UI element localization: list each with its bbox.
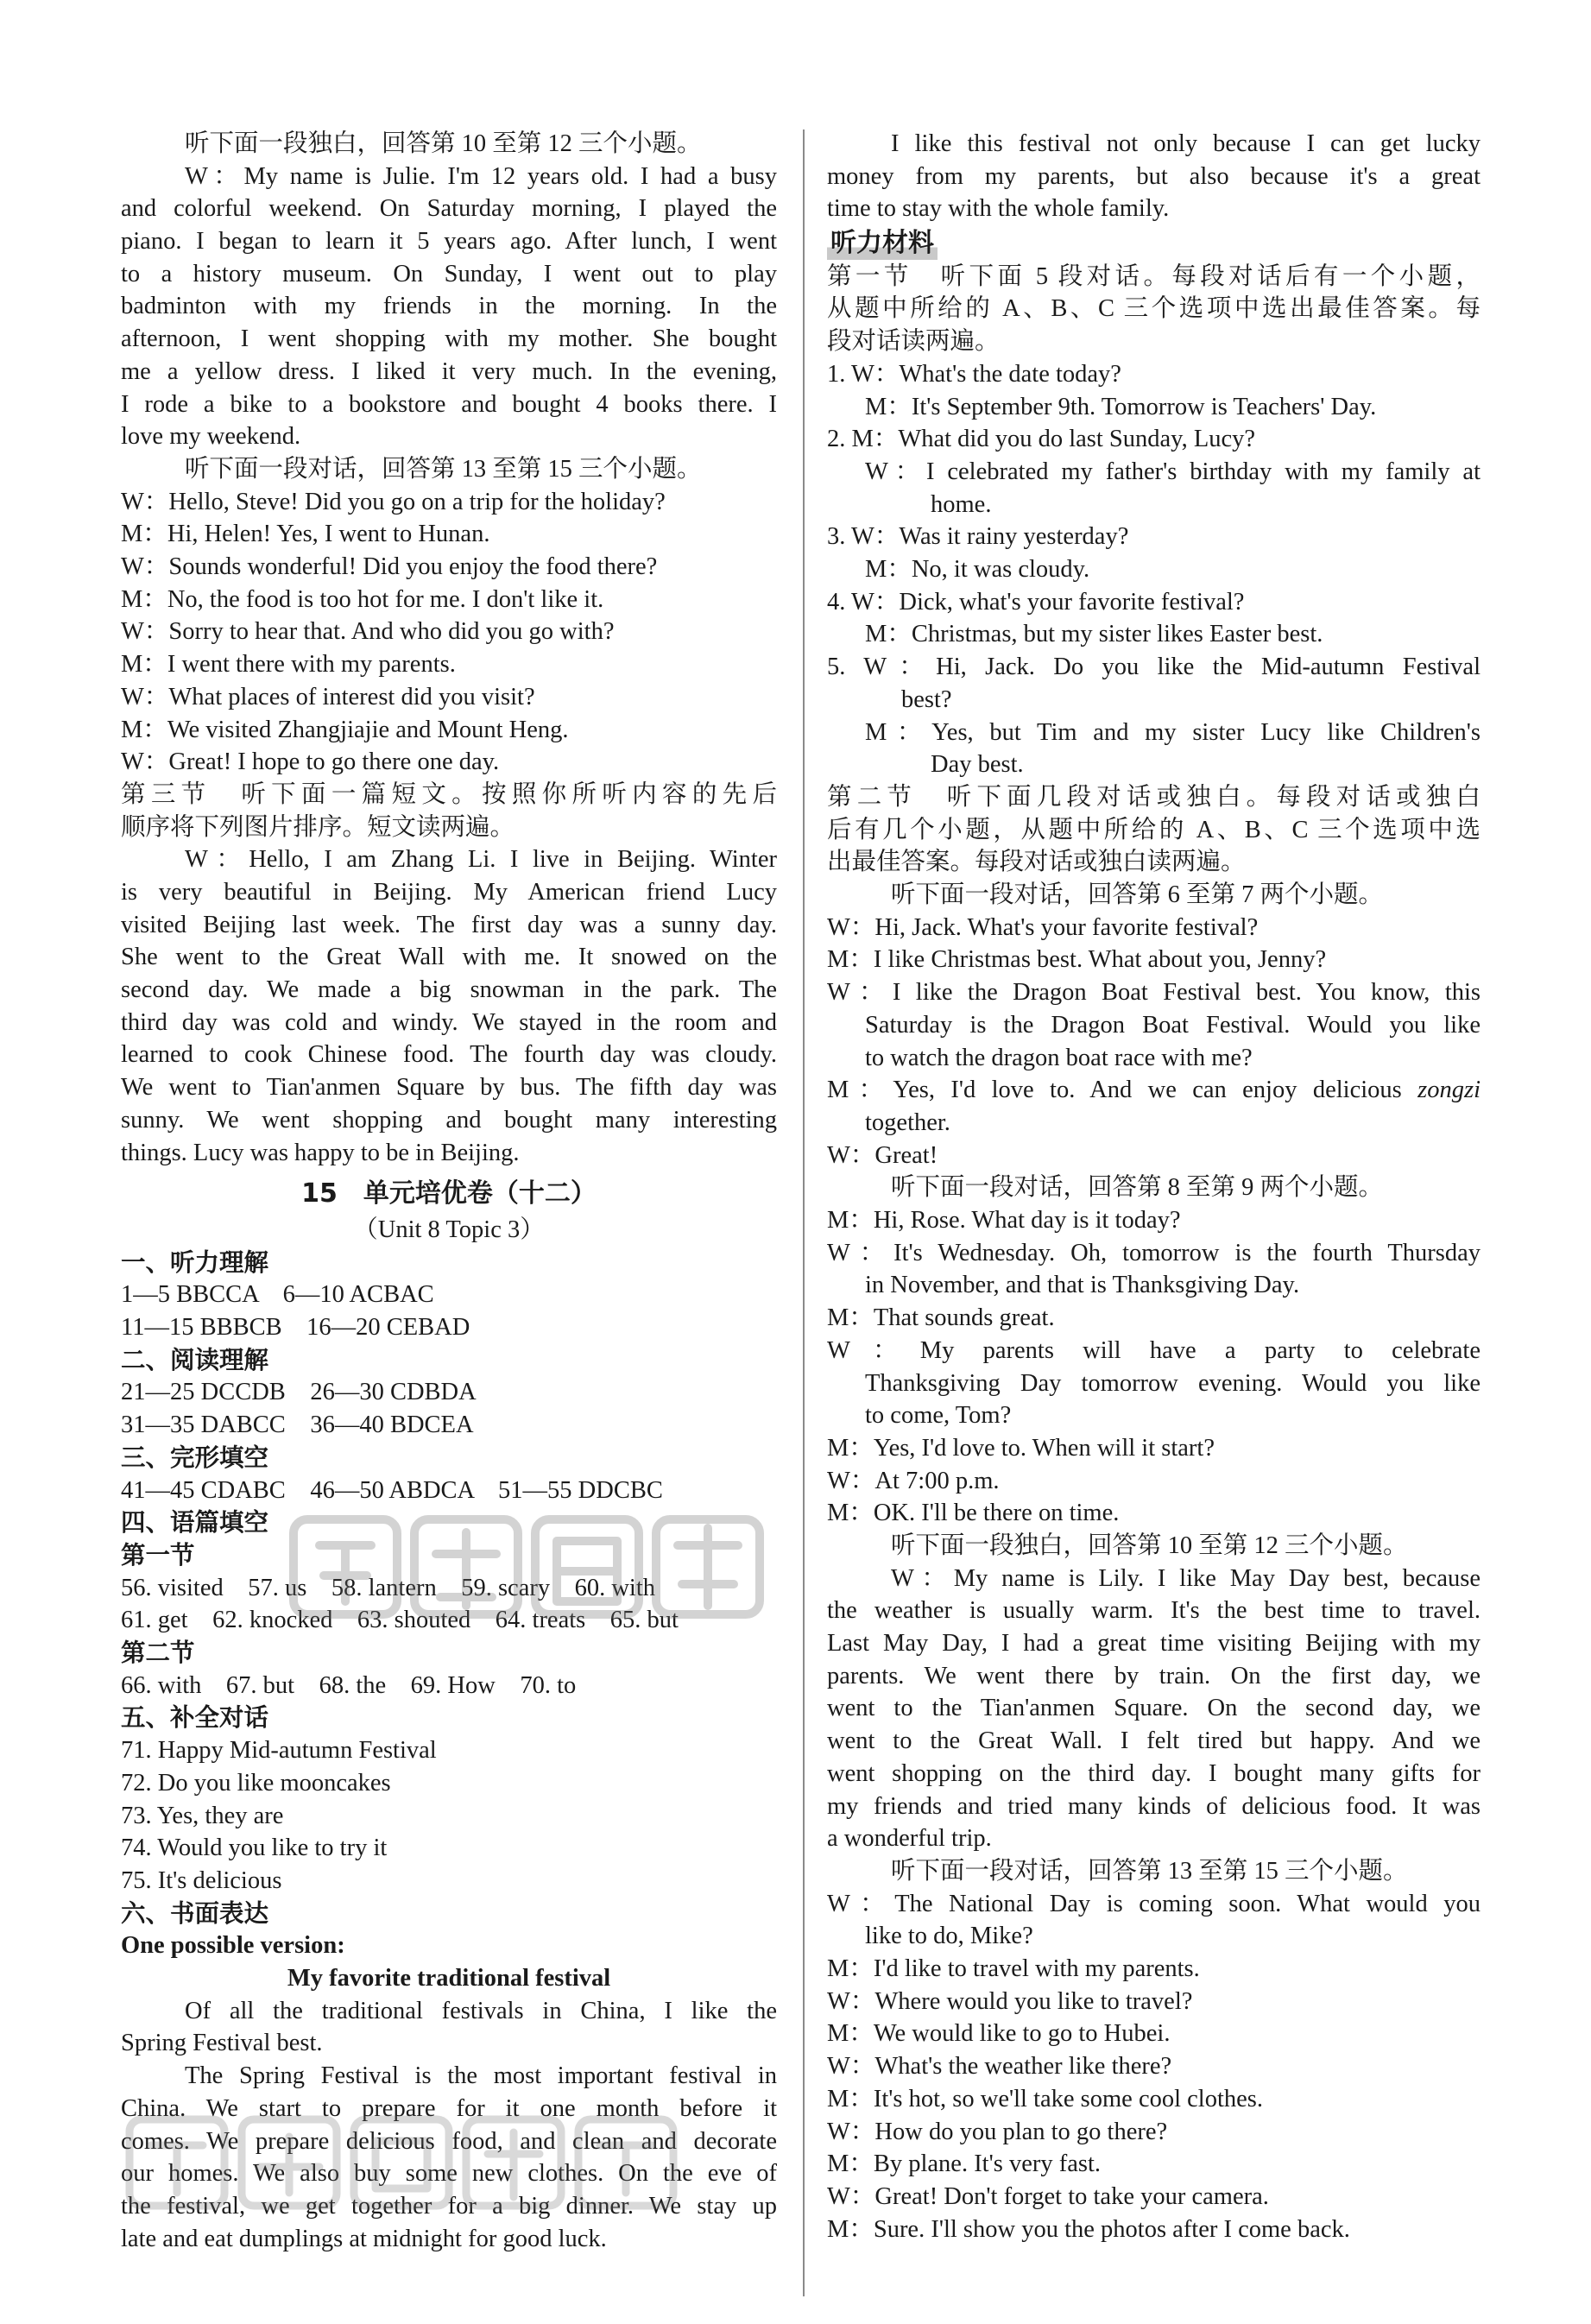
dialog-line: 2. M：What did you do last Sunday, Lucy? — [827, 426, 1256, 453]
essay-line: late and eat dumplings at midnight for good luck. — [121, 2225, 607, 2252]
dialog-line: W：Great! — [827, 1141, 938, 1169]
answer-line: 31—35 DABCC 36—40 BDCEA — [121, 1411, 474, 1439]
section-intro: 听下面一段对话，回答第 13 至第 15 三个小题。 — [185, 455, 702, 483]
answer-section-heading: 三、完形填空 — [121, 1443, 269, 1472]
answer-section-heading: 四、语篇填空 — [121, 1508, 269, 1538]
text-line: learned to cook Chinese food. The fourth day was cloudy. — [121, 1041, 777, 1069]
text-line: Last May Day, I had a great time visiting Beijing with my — [827, 1630, 1481, 1658]
text-line: things. Lucy was happy to be in Beijing. — [121, 1139, 520, 1166]
dialog-line: M：Hi, Helen! Yes, I went to Hunan. — [121, 521, 490, 548]
section-intro: 听下面一段独白，回答第 10 至第 12 三个小题。 — [185, 130, 702, 157]
dialog-line: Saturday is the Dragon Boat Festival. Would you like — [865, 1011, 1481, 1039]
section-heading: 出最佳答案。每段对话或独白读两遍。 — [827, 849, 1246, 876]
dialog-line: M：Yes, I'd love to. And we can enjoy delicious zongzi — [827, 1077, 1481, 1104]
answer-line: 11—15 BBBCB 16—20 CEBAD — [121, 1314, 470, 1342]
dialog-line: to come, Tom? — [865, 1402, 1012, 1430]
left-column — [121, 128, 777, 2255]
dialog-line: M：We visited Zhangjiajie and Mount Heng. — [121, 716, 569, 743]
dialog-line: M：Christmas, but my sister likes Easter best. — [865, 621, 1323, 648]
essay-line: the festival, we get together for a big dinner. We stay up — [121, 2192, 777, 2220]
dialog-line: W：How do you plan to go there? — [827, 2118, 1168, 2145]
text-line: me a yellow dress. I liked it very much. In the evening, — [121, 357, 777, 385]
section-heading: 后有几个小题，从题中所给的 A、B、C 三个选项中选 — [827, 816, 1481, 843]
text-line: afternoon, I went shopping with my mother. She bought — [121, 325, 777, 353]
dialog-line: M：Yes, I'd love to. When will it start? — [827, 1434, 1215, 1462]
dialog-line: W：I celebrated my father's birthday with my family at — [865, 458, 1481, 485]
answer-line: 66. with 67. but 68. the 69. How 70. to — [121, 1671, 577, 1699]
italic-word: zongzi — [1417, 1077, 1481, 1104]
text-line: went to the Great Wall. I felt tired but happy. And we — [827, 1727, 1481, 1755]
answer-section-heading: 二、阅读理解 — [121, 1345, 269, 1374]
dialog-line: W：Hi, Jack. What's your favorite festival? — [827, 913, 1259, 941]
essay-line: I like this festival not only because I can get lucky — [891, 130, 1481, 157]
dialog-line: to watch the dragon boat race with me? — [865, 1044, 1253, 1071]
unit-subtitle: （Unit 8 Topic 3） — [353, 1216, 545, 1243]
dialog-line: W：Great! Don't forget to take your camera. — [827, 2182, 1269, 2210]
answer-line: 61. get 62. knocked 63. shouted 64. treats 65. but — [121, 1607, 679, 1634]
section-heading: 第一节 听下面 5 段对话。每段对话后有一个小题， — [827, 262, 1481, 290]
dialog-line: Day best. — [931, 751, 1024, 779]
dialog-line: home. — [931, 490, 992, 518]
essay-line: comes. We prepare delicious food, and clean and decorate — [121, 2127, 777, 2155]
dialog-line: W：My parents will have a party to celebrate — [827, 1336, 1481, 1364]
dialog-line: 4. W：Dick, what's your favorite festival? — [827, 588, 1245, 616]
section-heading: 顺序将下列图片排序。短文读两遍。 — [121, 813, 515, 841]
dialog-line: W：Sounds wonderful! Did you enjoy the food there? — [121, 553, 658, 581]
text-line: love my weekend. — [121, 423, 301, 451]
answer-line: 75. It's delicious — [121, 1866, 282, 1894]
essay-line: time to stay with the whole family. — [827, 195, 1170, 223]
section-intro: 听下面一段独白，回答第 10 至第 12 三个小题。 — [891, 1532, 1408, 1559]
section-heading: 段对话读两遍。 — [827, 328, 1000, 356]
dialog-line: W：What places of interest did you visit? — [121, 683, 535, 710]
text-line: went to the Tian'anmen Square. On the second day, we — [827, 1695, 1481, 1722]
text-line: visited Beijing last week. The first day was a sunny day. — [121, 911, 777, 938]
essay-title: My favorite traditional festival — [287, 1965, 611, 1992]
right-column — [827, 128, 1481, 2245]
dialog-line: together. — [865, 1108, 950, 1136]
dialog-line: like to do, Mike? — [865, 1923, 1033, 1950]
dialog-line: M：I like Christmas best. What about you, Jenny? — [827, 946, 1327, 974]
dialog-line: best? — [901, 685, 952, 713]
text-line: third day was cold and windy. We stayed in the room and — [121, 1008, 777, 1036]
text-line: the weather is usually warm. It's the best time to travel. — [827, 1597, 1481, 1625]
essay-line: Spring Festival best. — [121, 2030, 323, 2057]
section-heading: 第二节 听下面几段对话或独白。每段对话或独白 — [827, 783, 1481, 811]
dialog-line: Thanksgiving Day tomorrow evening. Would you like — [865, 1369, 1481, 1397]
answer-section-heading: 六、书面表达 — [121, 1898, 269, 1928]
dialog-line: 5. W：Hi, Jack. Do you like the Mid-autumn Festival — [827, 654, 1481, 681]
dialog-line: W：Where would you like to travel? — [827, 1987, 1193, 2015]
section-heading: 第三节 听下面一篇短文。按照你所听内容的先后 — [121, 780, 777, 808]
dialog-line: M：It's September 9th. Tomorrow is Teachers' Day. — [865, 393, 1377, 420]
text-line: parents. We went there by train. On the first day, we — [827, 1662, 1481, 1689]
text-line: second day. We made a big snowman in the park. The — [121, 976, 777, 1004]
answer-line: 73. Yes, they are — [121, 1802, 284, 1829]
dialog-line: M：No, the food is too hot for me. I don't like it. — [121, 585, 604, 613]
essay-line: The Spring Festival is the most important festival in — [185, 2062, 777, 2090]
section-heading: 从题中所给的 A、B、C 三个选项中选出最佳答案。每 — [827, 295, 1481, 323]
dialog-line: M：It's hot, so we'll take some cool clothes. — [827, 2085, 1263, 2112]
version-label: One possible version: — [121, 1932, 345, 1960]
section-intro: 听下面一段对话，回答第 13 至第 15 三个小题。 — [891, 1857, 1408, 1885]
dialog-line: M：By plane. It's very fast. — [827, 2150, 1101, 2178]
text-line: my friends and tried many kinds of delicious food. It was — [827, 1792, 1481, 1820]
essay-line: Of all the traditional festivals in China, I like the — [185, 1997, 777, 2024]
answer-section-heading: 五、补全对话 — [121, 1703, 269, 1733]
text-line: a wonderful trip. — [827, 1825, 992, 1853]
section-intro: 听下面一段对话，回答第 6 至第 7 两个小题。 — [891, 881, 1384, 909]
unit-title: 15 单元培优卷（十二） — [301, 1178, 597, 1209]
dialog-line: M：Hi, Rose. What day is it today? — [827, 1207, 1181, 1235]
answer-line: 72. Do you like mooncakes — [121, 1769, 391, 1797]
text-line: piano. I began to learn it 5 years ago. After lunch, I went — [121, 228, 777, 256]
dialog-line: W：I like the Dragon Boat Festival best. You know, this — [827, 979, 1481, 1007]
answer-line: 56. visited 57. us 58. lantern 59. scary 60. with — [121, 1574, 656, 1601]
essay-line: China. We start to prepare for it one month before it — [121, 2094, 777, 2122]
dialog-line: M：That sounds great. — [827, 1304, 1055, 1332]
text-line: We went to Tian'anmen Square by bus. The fifth day was — [121, 1074, 777, 1102]
answer-line: 21—25 DCCDB 26—30 CDBDA — [121, 1379, 477, 1406]
answer-line: 71. Happy Mid-autumn Festival — [121, 1737, 437, 1765]
essay-line: our homes. We also buy some new clothes. On the eve of — [121, 2160, 777, 2188]
answer-subsection-heading: 第二节 — [121, 1639, 195, 1668]
text-line: to a history museum. On Sunday, I went out to play — [121, 260, 777, 287]
listening-material-title: 听力材料 — [827, 227, 938, 260]
dialog-line: W：What's the weather like there? — [827, 2053, 1172, 2081]
listening-material-heading — [827, 227, 1481, 261]
dialog-line: M：Sure. I'll show you the photos after I come back. — [827, 2215, 1350, 2243]
dialog-line: M：We would like to go to Hubei. — [827, 2020, 1171, 2048]
text-line: W：Hello, I am Zhang Li. I live in Beijing. Winter — [185, 846, 777, 874]
text-line: is very beautiful in Beijing. My American friend Lucy — [121, 879, 777, 906]
essay-line: money from my parents, but also because it's a great — [827, 162, 1481, 190]
text-line: and colorful weekend. On Saturday morning, I played the — [121, 195, 777, 223]
text-line: W：My name is Lily. I like May Day best, because — [891, 1564, 1481, 1592]
text-line: badminton with my friends in the morning. In the — [121, 293, 777, 320]
section-intro: 听下面一段对话，回答第 8 至第 9 两个小题。 — [891, 1174, 1384, 1202]
text-line: went shopping on the third day. I bought many gifts for — [827, 1759, 1481, 1787]
answer-line: 74. Would you like to try it — [121, 1835, 388, 1862]
answer-section-heading: 一、听力理解 — [121, 1247, 269, 1277]
dialog-line: in November, and that is Thanksgiving Day. — [865, 1272, 1300, 1299]
dialog-line: W：Hello, Steve! Did you go on a trip for the holiday? — [121, 488, 666, 515]
dialog-line: W：Sorry to hear that. And who did you go with? — [121, 618, 615, 646]
answer-subsection-heading: 第一节 — [121, 1540, 195, 1569]
column-divider — [803, 129, 805, 2296]
answer-line: 1—5 BBCCA 6—10 ACBAC — [121, 1281, 434, 1309]
dialog-line: W：Great! I hope to go there one day. — [121, 748, 500, 776]
dialog-line: W：It's Wednesday. Oh, tomorrow is the fourth Thursday — [827, 1239, 1481, 1266]
dialog-line: W：The National Day is coming soon. What would you — [827, 1890, 1481, 1917]
dialog-line: M：I went there with my parents. — [121, 651, 456, 679]
dialog-line: 1. W：What's the date today? — [827, 360, 1121, 388]
text-line: She went to the Great Wall with me. It snowed on the — [121, 944, 777, 971]
dialog-line: W：At 7:00 p.m. — [827, 1467, 1000, 1494]
dialog-line: M：OK. I'll be there on time. — [827, 1500, 1120, 1527]
dialog-line: M：Yes, but Tim and my sister Lucy like Children's — [865, 718, 1481, 746]
dialog-line: M：I'd like to travel with my parents. — [827, 1955, 1200, 1982]
answer-line: 41—45 CDABC 46—50 ABDCA 51—55 DDCBC — [121, 1476, 663, 1504]
dialog-line: M：No, it was cloudy. — [865, 556, 1090, 584]
text-line: W：My name is Julie. I'm 12 years old. I had a busy — [185, 162, 777, 190]
dialog-line: 3. W：Was it rainy yesterday? — [827, 523, 1129, 551]
text-line: I rode a bike to a bookstore and bought 4 books there. I — [121, 390, 777, 418]
text-line: sunny. We went shopping and bought many interesting — [121, 1106, 777, 1134]
